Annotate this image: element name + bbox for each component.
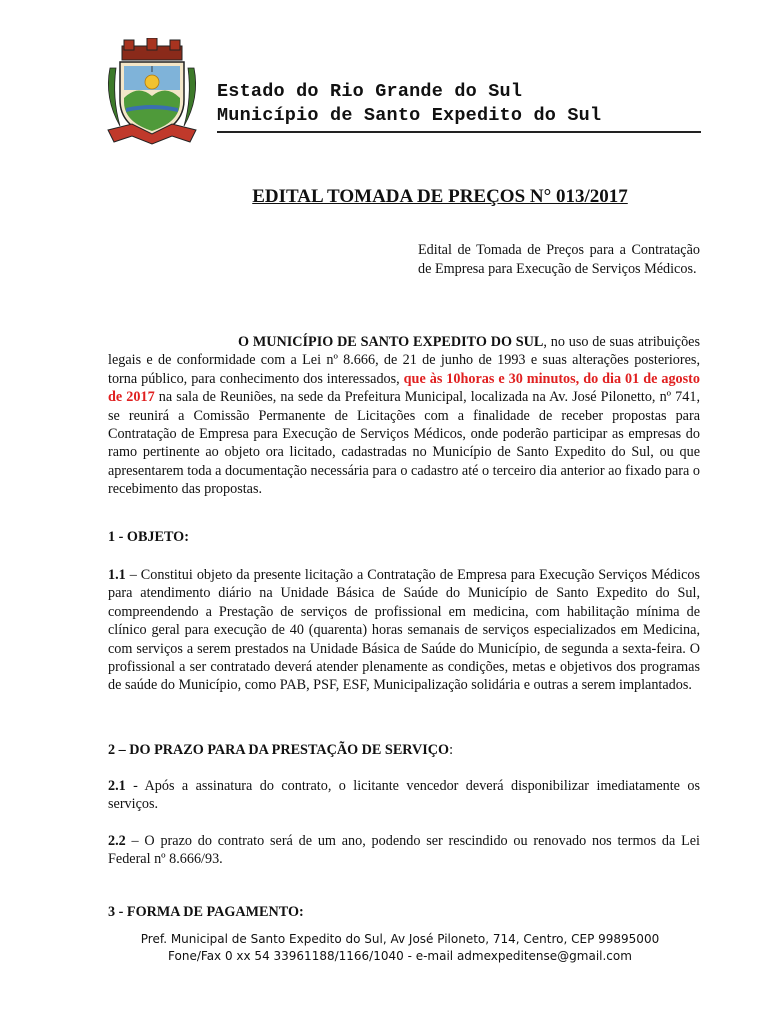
header-title	[217, 80, 701, 133]
section2-item2-text: – O prazo do contrato será de um ano, podendo ser rescindido ou renovado nos termos da Lei Federal nº 8.666/93.	[108, 833, 700, 868]
section1-item1-text: – Constitui objeto da presente licitação a Contratação de Empresa para Execução Serviços Médicos para atendimento diário na Unidade Básica de Saúde do Município de Santo Expedito do Sul, compreendendo a Prestação de serviços de profissional em medicina, com habilitação mínima de clínico geral para execução de 40 (quarenta) horas semanais de serviços especializados em Medicina, com serviços a serem prestados na Unidade Básica de Saúde do Município, de segunda a sexta-feira. O profissional a ser contratado deverá atender plenamente as condições, metas e objetivos dos programas de saúde do Município, como PAB, PSF, ESF, Municipalização solidária e outras a serem implantados.	[108, 567, 700, 694]
section1-item1-number: 1.1	[108, 567, 126, 583]
intro-part1: , no uso de suas atribuições legais e de conformidade com a Lei nº 8.666, de 21 de junho de 1993 e suas alterações posteriores, torna público, para conhecimento dos interessados,	[108, 334, 700, 387]
header-state: Estado do Rio Grande do Sul	[217, 81, 523, 102]
coat-of-arms-icon	[102, 38, 202, 148]
intro-part2: na sala de Reuniões, na sede da Prefeitura Municipal, localizada na Av. José Pilonetto, nº 741, se reunirá a Comissão Permanente de Licitações com a finalidade de receber propostas para Contratação de Empresa para Execução de Serviços Médicos, onde poderão participar as empresas do ramo pertinente ao objeto ora licitado, cadastradas no Município de Santo Expedito do Sul, ou que apresentarem toda a documentação necessária para o cadastro até o terceiro dia anterior ao fixado para o recebimento das propostas.	[108, 389, 701, 498]
section2-item1-text: - Após a assinatura do contrato, o licitante vencedor deverá disponibilizar imediatamente os serviços.	[108, 778, 700, 813]
section2-item2-number: 2.2	[108, 833, 126, 849]
intro-paragraph	[108, 333, 700, 499]
section3-heading: 3 - FORMA DE PAGAMENTO:	[108, 904, 304, 920]
document-title-text: EDITAL TOMADA DE PREÇOS N° 013/2017	[252, 186, 628, 207]
intro-lead: O MUNICÍPIO DE SANTO EXPEDITO DO SUL	[238, 334, 544, 350]
footer-address: Pref. Municipal de Santo Expedito do Sul, Av José Piloneto, 714, Centro, CEP 99895000	[140, 932, 660, 946]
section2-heading-text: 2 – DO PRAZO PARA DA PRESTAÇÃO DE SERVIÇO	[108, 742, 450, 758]
section2-item2	[108, 832, 700, 869]
section1-heading: 1 - OBJETO:	[108, 529, 189, 545]
section1-item1	[108, 566, 700, 695]
section2-heading-suffix: :	[449, 742, 454, 758]
section2-item1	[108, 777, 700, 814]
footer-contact: Fone/Fax 0 xx 54 33961188/1166/1040 - e-mail admexpeditense@gmail.com	[168, 949, 632, 963]
page-footer	[0, 931, 770, 965]
header-municipality: Município de Santo Expedito do Sul	[217, 105, 602, 126]
section2-heading	[108, 741, 700, 759]
section2-item1-number: 2.1	[108, 778, 126, 794]
intro-highlight: que às 10horas e 30 minutos, do dia 01 de agosto de 2017	[108, 370, 700, 406]
document-title	[0, 186, 770, 208]
document-summary: Edital de Tomada de Preços para a Contratação de Empresa para Execução de Serviços Médicos.	[418, 242, 700, 277]
